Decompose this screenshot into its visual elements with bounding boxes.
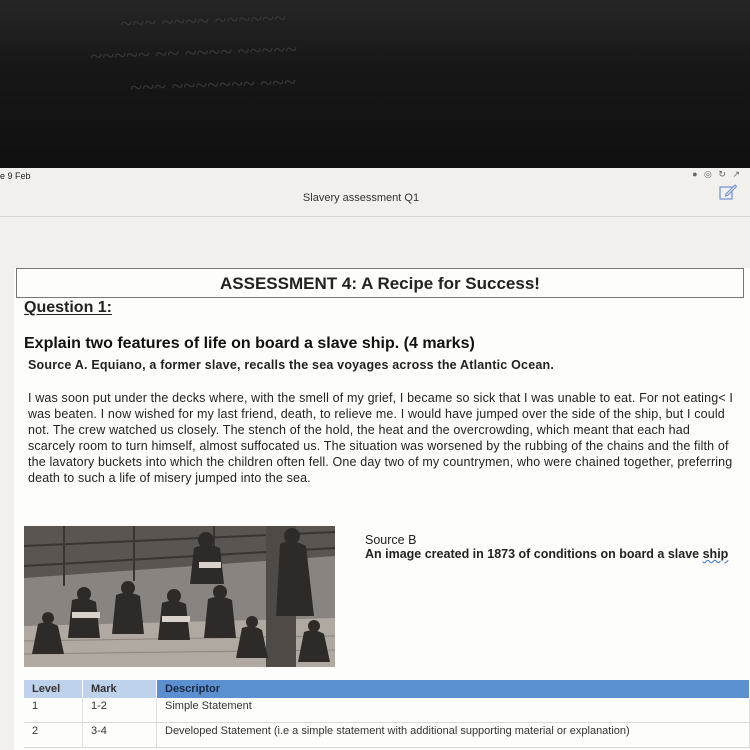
table-row xyxy=(24,723,750,748)
source-a-intro: Source A. Equiano, a former slave, recalls the sea voyages across the Atlantic Ocean. xyxy=(28,358,555,372)
status-icons: ● ◎ ↻ ↗ xyxy=(692,169,742,179)
source-a-text: I was soon put under the decks where, with the smell of my grief, I became so sick that I was unable to eat. For not eating< I was beaten. I now wished for my last friend, death, to relieve me. I would have jumped over the side of the ship, but I could not. The crew watched us closely. The stench of the hold, the heat and the overcrowding, which meant that each had scarcely room to turn himself, almost suffocated us. The situation was worsened by the rubbing of the chains and the filth of the lavatory buckets into which the children often fell. One day two of my countrymen, who were chained together, preferring death to such a life of misery jumped into the sea. xyxy=(28,391,734,485)
source-b-desc-end: ship xyxy=(702,547,729,561)
question-heading: Explain two features of life on board a slave ship. (4 marks) xyxy=(24,335,475,352)
question-label: Question 1: xyxy=(24,299,113,316)
nav-divider xyxy=(0,216,750,217)
header-level: Level xyxy=(24,680,83,698)
cell-descriptor: Developed Statement (i.e a simple statement with additional supporting material or explanation) xyxy=(157,723,750,748)
header-descriptor: Descriptor xyxy=(157,680,750,698)
background-monitor-reflection: ~~~ ~~~~ ~~~~~~ ~~~~~ ~~ ~~~~ ~~~~~ ~~~ ~~~~~~~ ~~~ xyxy=(0,0,750,168)
slave-ship-illustration xyxy=(24,526,335,667)
tablet-screen xyxy=(0,168,750,750)
cell-mark: 1-2 xyxy=(83,698,157,723)
assessment-banner xyxy=(16,268,744,298)
assessment-title: ASSESSMENT 4: A Recipe for Success! xyxy=(220,274,540,293)
edit-icon[interactable] xyxy=(719,184,737,200)
cell-mark: 3-4 xyxy=(83,723,157,748)
document-title: Slavery assessment Q1 xyxy=(302,192,420,204)
source-b-description xyxy=(365,548,740,561)
document-page xyxy=(14,268,750,750)
header-mark: Mark xyxy=(83,680,157,698)
cell-level: 2 xyxy=(24,723,83,748)
status-date: e 9 Feb xyxy=(0,171,31,181)
table-row xyxy=(24,698,750,723)
source-b-desc-text: An image created in 1873 of conditions on board a slave xyxy=(365,547,700,561)
table-header-row xyxy=(24,680,750,698)
cell-descriptor: Simple Statement xyxy=(157,698,750,723)
cell-level: 1 xyxy=(24,698,83,723)
source-b-title: Source B xyxy=(365,533,417,547)
mark-scheme-table xyxy=(24,680,750,748)
